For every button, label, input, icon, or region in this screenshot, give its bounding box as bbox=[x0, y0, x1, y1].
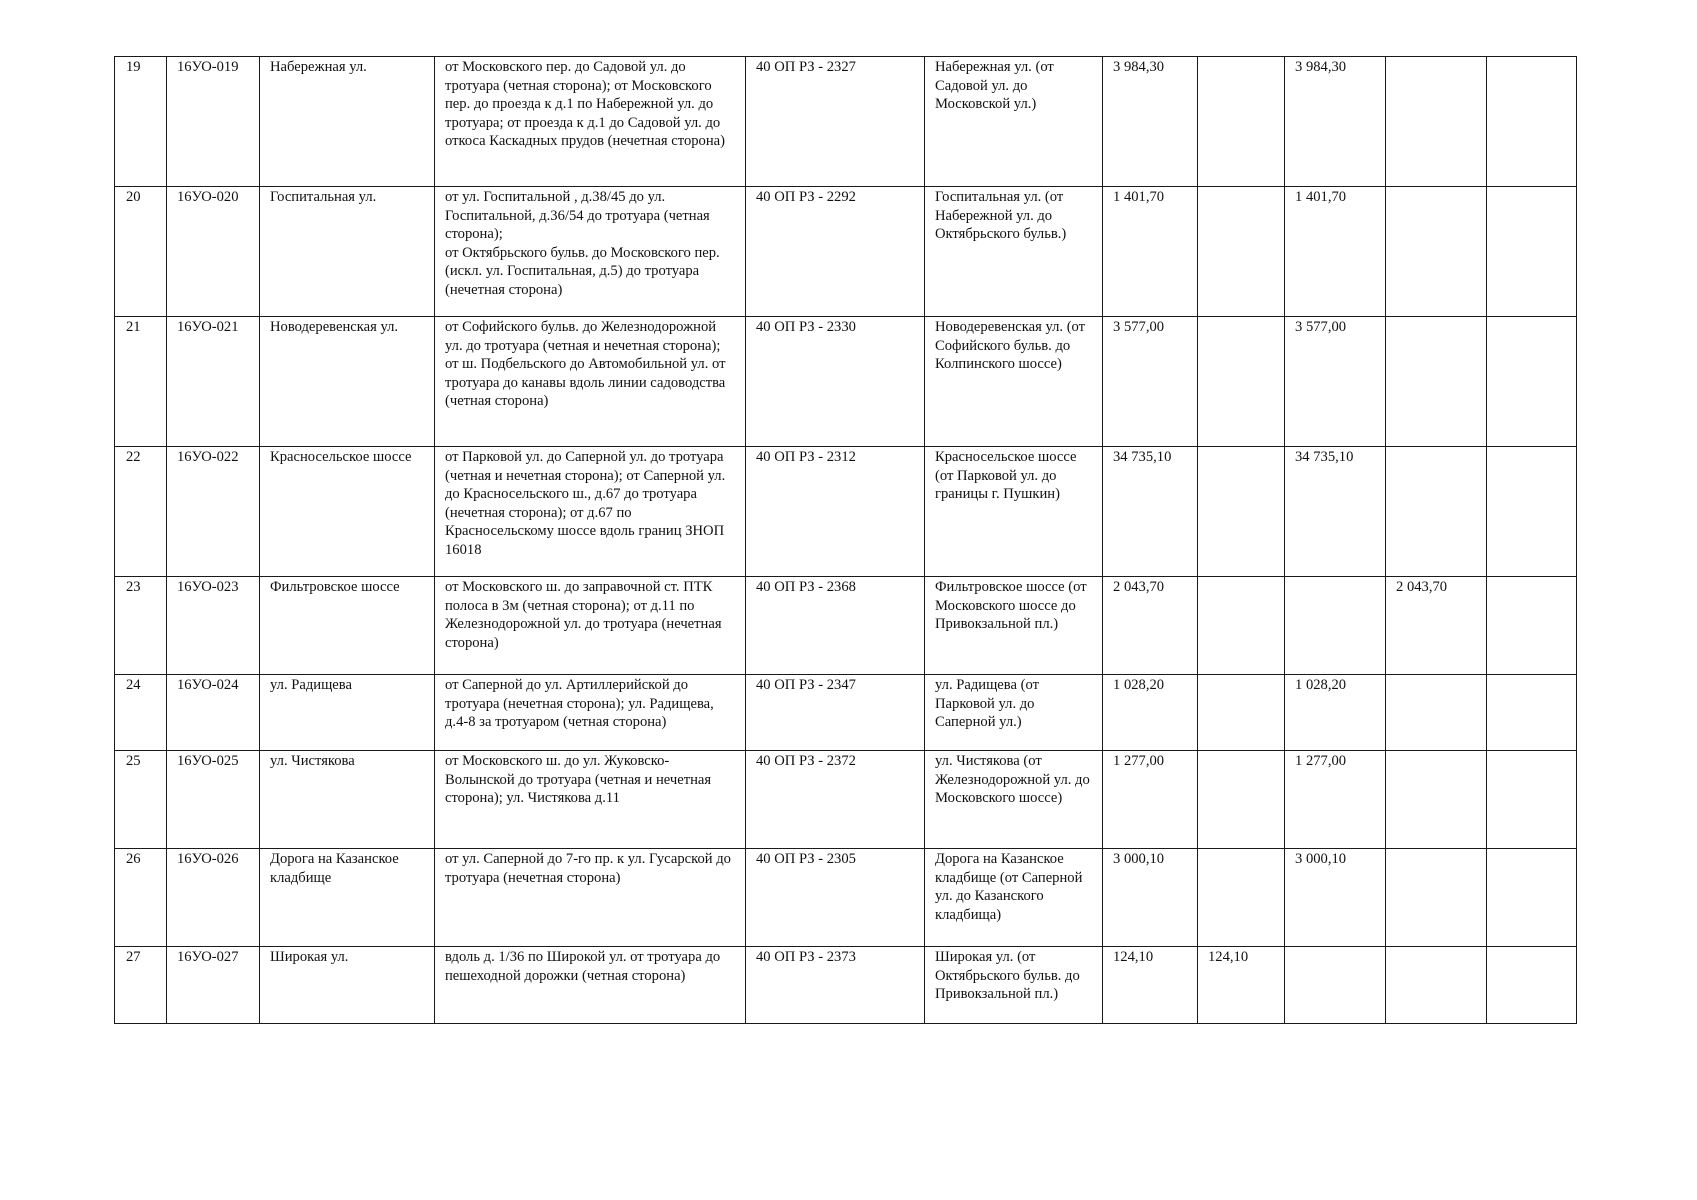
area-column-b-cell: 1 401,70 bbox=[1285, 187, 1386, 317]
road-id-cell: 40 ОП РЗ - 2368 bbox=[746, 577, 925, 675]
road-name-cell: Широкая ул. (от Октябрьского бульв. до Привокзальной пл.) bbox=[925, 947, 1103, 1024]
area-column-d-cell bbox=[1487, 317, 1577, 447]
road-id-cell: 40 ОП РЗ - 2305 bbox=[746, 849, 925, 947]
area-column-c-cell bbox=[1386, 751, 1487, 849]
area-column-a-cell bbox=[1198, 317, 1285, 447]
row-number-cell: 25 bbox=[115, 751, 167, 849]
table-row bbox=[115, 317, 1577, 447]
street-name-cell: ул. Чистякова bbox=[260, 751, 435, 849]
object-code-cell: 16УО-025 bbox=[167, 751, 260, 849]
area-column-a-cell bbox=[1198, 187, 1285, 317]
row-number-cell: 19 bbox=[115, 57, 167, 187]
road-id-cell: 40 ОП РЗ - 2327 bbox=[746, 57, 925, 187]
object-code-cell: 16УО-024 bbox=[167, 675, 260, 751]
road-name-cell: ул. Радищева (от Парковой ул. до Саперной ул.) bbox=[925, 675, 1103, 751]
table-row bbox=[115, 849, 1577, 947]
total-area-cell: 1 277,00 bbox=[1103, 751, 1198, 849]
area-description-cell: от Московского ш. до заправочной ст. ПТК полоса в 3м (четная сторона); от д.11 по Железнодорожной ул. до тротуара (нечетная сторона) bbox=[435, 577, 746, 675]
table-row bbox=[115, 675, 1577, 751]
area-column-d-cell bbox=[1487, 57, 1577, 187]
total-area-cell: 2 043,70 bbox=[1103, 577, 1198, 675]
table-row bbox=[115, 577, 1577, 675]
area-column-d-cell bbox=[1487, 187, 1577, 317]
row-number-cell: 21 bbox=[115, 317, 167, 447]
area-column-b-cell bbox=[1285, 577, 1386, 675]
area-description-cell: от Московского пер. до Садовой ул. до тротуара (четная сторона); от Московского пер. до проезда к д.1 по Набережной ул. до тротуара; от проезда к д.1 до Садовой ул. до откоса Каскадных прудов (нечетная сторона) bbox=[435, 57, 746, 187]
area-column-a-cell bbox=[1198, 675, 1285, 751]
object-code-cell: 16УО-022 bbox=[167, 447, 260, 577]
registry-table bbox=[114, 56, 1577, 1024]
road-id-cell: 40 ОП РЗ - 2373 bbox=[746, 947, 925, 1024]
road-name-cell: Красносельское шоссе (от Парковой ул. до границы г. Пушкин) bbox=[925, 447, 1103, 577]
road-id-cell: 40 ОП РЗ - 2330 bbox=[746, 317, 925, 447]
street-name-cell: Госпитальная ул. bbox=[260, 187, 435, 317]
table-row bbox=[115, 187, 1577, 317]
total-area-cell: 1 401,70 bbox=[1103, 187, 1198, 317]
area-description-cell: вдоль д. 1/36 по Широкой ул. от тротуара до пешеходной дорожки (четная сторона) bbox=[435, 947, 746, 1024]
area-column-b-cell: 34 735,10 bbox=[1285, 447, 1386, 577]
area-column-d-cell bbox=[1487, 675, 1577, 751]
row-number-cell: 27 bbox=[115, 947, 167, 1024]
road-id-cell: 40 ОП РЗ - 2372 bbox=[746, 751, 925, 849]
area-column-a-cell bbox=[1198, 57, 1285, 187]
area-column-b-cell: 3 984,30 bbox=[1285, 57, 1386, 187]
area-column-c-cell: 2 043,70 bbox=[1386, 577, 1487, 675]
row-number-cell: 26 bbox=[115, 849, 167, 947]
row-number-cell: 20 bbox=[115, 187, 167, 317]
area-column-b-cell: 1 277,00 bbox=[1285, 751, 1386, 849]
row-number-cell: 22 bbox=[115, 447, 167, 577]
area-description-cell: от Софийского бульв. до Железнодорожной ул. до тротуара (четная и нечетная сторона); от ш. Подбельского до Автомобильной ул. от тротуара до канавы вдоль линии садоводства (четная сторона) bbox=[435, 317, 746, 447]
total-area-cell: 1 028,20 bbox=[1103, 675, 1198, 751]
area-description-cell: от ул. Госпитальной , д.38/45 до ул. Госпитальной, д.36/54 до тротуара (четная сторона); от Октябрьского бульв. до Московского пер. (искл. ул. Госпитальная, д.5) до тротуара (нечетная сторона) bbox=[435, 187, 746, 317]
area-column-c-cell bbox=[1386, 447, 1487, 577]
area-column-b-cell: 1 028,20 bbox=[1285, 675, 1386, 751]
table-row bbox=[115, 947, 1577, 1024]
object-code-cell: 16УО-020 bbox=[167, 187, 260, 317]
area-column-c-cell bbox=[1386, 675, 1487, 751]
total-area-cell: 3 000,10 bbox=[1103, 849, 1198, 947]
area-column-b-cell bbox=[1285, 947, 1386, 1024]
table-row bbox=[115, 447, 1577, 577]
registry-table-body bbox=[115, 57, 1577, 1024]
area-description-cell: от ул. Саперной до 7-го пр. к ул. Гусарской до тротуара (нечетная сторона) bbox=[435, 849, 746, 947]
road-name-cell: Новодеревенская ул. (от Софийского бульв. до Колпинского шоссе) bbox=[925, 317, 1103, 447]
area-column-d-cell bbox=[1487, 849, 1577, 947]
area-column-a-cell bbox=[1198, 447, 1285, 577]
street-name-cell: Красносельское шоссе bbox=[260, 447, 435, 577]
road-name-cell: ул. Чистякова (от Железнодорожной ул. до Московского шоссе) bbox=[925, 751, 1103, 849]
object-code-cell: 16УО-019 bbox=[167, 57, 260, 187]
area-column-d-cell bbox=[1487, 947, 1577, 1024]
row-number-cell: 23 bbox=[115, 577, 167, 675]
area-column-c-cell bbox=[1386, 947, 1487, 1024]
total-area-cell: 124,10 bbox=[1103, 947, 1198, 1024]
table-row bbox=[115, 57, 1577, 187]
road-id-cell: 40 ОП РЗ - 2292 bbox=[746, 187, 925, 317]
area-column-a-cell: 124,10 bbox=[1198, 947, 1285, 1024]
area-column-d-cell bbox=[1487, 577, 1577, 675]
total-area-cell: 3 577,00 bbox=[1103, 317, 1198, 447]
object-code-cell: 16УО-027 bbox=[167, 947, 260, 1024]
total-area-cell: 34 735,10 bbox=[1103, 447, 1198, 577]
area-column-d-cell bbox=[1487, 751, 1577, 849]
street-name-cell: Дорога на Казанское кладбище bbox=[260, 849, 435, 947]
street-name-cell: Широкая ул. bbox=[260, 947, 435, 1024]
document-sheet bbox=[114, 56, 1576, 1024]
street-name-cell: ул. Радищева bbox=[260, 675, 435, 751]
area-column-b-cell: 3 577,00 bbox=[1285, 317, 1386, 447]
area-column-a-cell bbox=[1198, 577, 1285, 675]
row-number-cell: 24 bbox=[115, 675, 167, 751]
street-name-cell: Новодеревенская ул. bbox=[260, 317, 435, 447]
road-id-cell: 40 ОП РЗ - 2347 bbox=[746, 675, 925, 751]
area-description-cell: от Парковой ул. до Саперной ул. до тротуара (четная и нечетная сторона); от Саперной ул. до Красносельского ш., д.67 до тротуара (нечетная сторона); от д.67 по Красносельскому шоссе вдоль границ ЗНОП 16018 bbox=[435, 447, 746, 577]
area-column-d-cell bbox=[1487, 447, 1577, 577]
area-column-a-cell bbox=[1198, 751, 1285, 849]
area-column-c-cell bbox=[1386, 187, 1487, 317]
street-name-cell: Фильтровское шоссе bbox=[260, 577, 435, 675]
road-name-cell: Госпитальная ул. (от Набережной ул. до Октябрьского бульв.) bbox=[925, 187, 1103, 317]
road-id-cell: 40 ОП РЗ - 2312 bbox=[746, 447, 925, 577]
object-code-cell: 16УО-023 bbox=[167, 577, 260, 675]
road-name-cell: Дорога на Казанское кладбище (от Саперной ул. до Казанского кладбища) bbox=[925, 849, 1103, 947]
road-name-cell: Фильтровское шоссе (от Московского шоссе до Привокзальной пл.) bbox=[925, 577, 1103, 675]
street-name-cell: Набережная ул. bbox=[260, 57, 435, 187]
object-code-cell: 16УО-021 bbox=[167, 317, 260, 447]
area-column-c-cell bbox=[1386, 57, 1487, 187]
area-column-b-cell: 3 000,10 bbox=[1285, 849, 1386, 947]
area-column-c-cell bbox=[1386, 317, 1487, 447]
road-name-cell: Набережная ул. (от Садовой ул. до Московской ул.) bbox=[925, 57, 1103, 187]
object-code-cell: 16УО-026 bbox=[167, 849, 260, 947]
area-description-cell: от Московского ш. до ул. Жуковско-Волынской до тротуара (четная и нечетная сторона); ул. Чистякова д.11 bbox=[435, 751, 746, 849]
table-row bbox=[115, 751, 1577, 849]
area-description-cell: от Саперной до ул. Артиллерийской до тротуара (нечетная сторона); ул. Радищева, д.4-8 за тротуаром (четная сторона) bbox=[435, 675, 746, 751]
area-column-c-cell bbox=[1386, 849, 1487, 947]
total-area-cell: 3 984,30 bbox=[1103, 57, 1198, 187]
area-column-a-cell bbox=[1198, 849, 1285, 947]
